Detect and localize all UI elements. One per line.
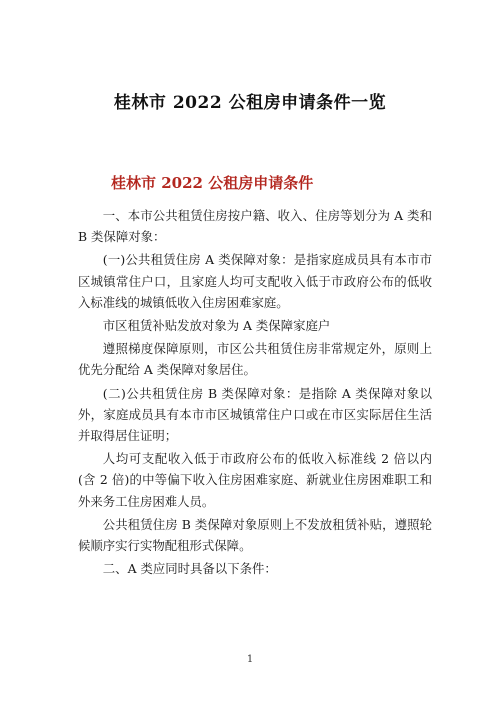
paragraph-class-b-income: 人均可支配收入低于市政府公布的低收入标准线 2 倍以内(含 2 倍)的中等偏下收入住房困难家庭、新就业住房困难职工和外来务工住房困难人员。 — [78, 451, 432, 509]
paragraph-class-a-conditions: 二、A 类应同时具备以下条件： — [102, 561, 277, 577]
paragraph-priority-allocation: 遵照梯度保障原则，市区公共租赁住房非常规定外，原则上优先分配给 A 类保障对象居住。 — [78, 341, 432, 378]
page-number: 1 — [246, 654, 254, 665]
paragraph-class-b-allocation: 公共租赁住房 B 类保障对象原则上不发放租赁补贴，遵照轮候顺序实行实物配租形式保障。 — [78, 516, 432, 554]
paragraph-class-a-definition: (一)公共租赁住房 A 类保障对象：是指家庭成员具有本市市区城镇常住户口，且家庭人均可支配收入低于市政府公布的低收入标准线的城镇低收入住房困难家庭。 — [78, 252, 432, 310]
document-body — [78, 205, 432, 581]
paragraph-class-b-definition: (二)公共租赁住房 B 类保障对象：是指除 A 类保障对象以外，家庭成员具有本市市区城镇常住户口或在市区实际居住生活并取得居住证明； — [78, 385, 432, 444]
paragraph-rent-subsidy: 市区租赁补贴发放对象为 A 类保障家庭户 — [102, 318, 331, 334]
paragraph-classification: 一、本市公共租赁住房按户籍、收入、住房等划分为 A 类和 B 类保障对象： — [78, 208, 432, 245]
section-title: 桂林市 2022 公租房申请条件 — [111, 174, 314, 192]
document-title: 桂林市 2022 公租房申请条件一览 — [113, 93, 387, 113]
